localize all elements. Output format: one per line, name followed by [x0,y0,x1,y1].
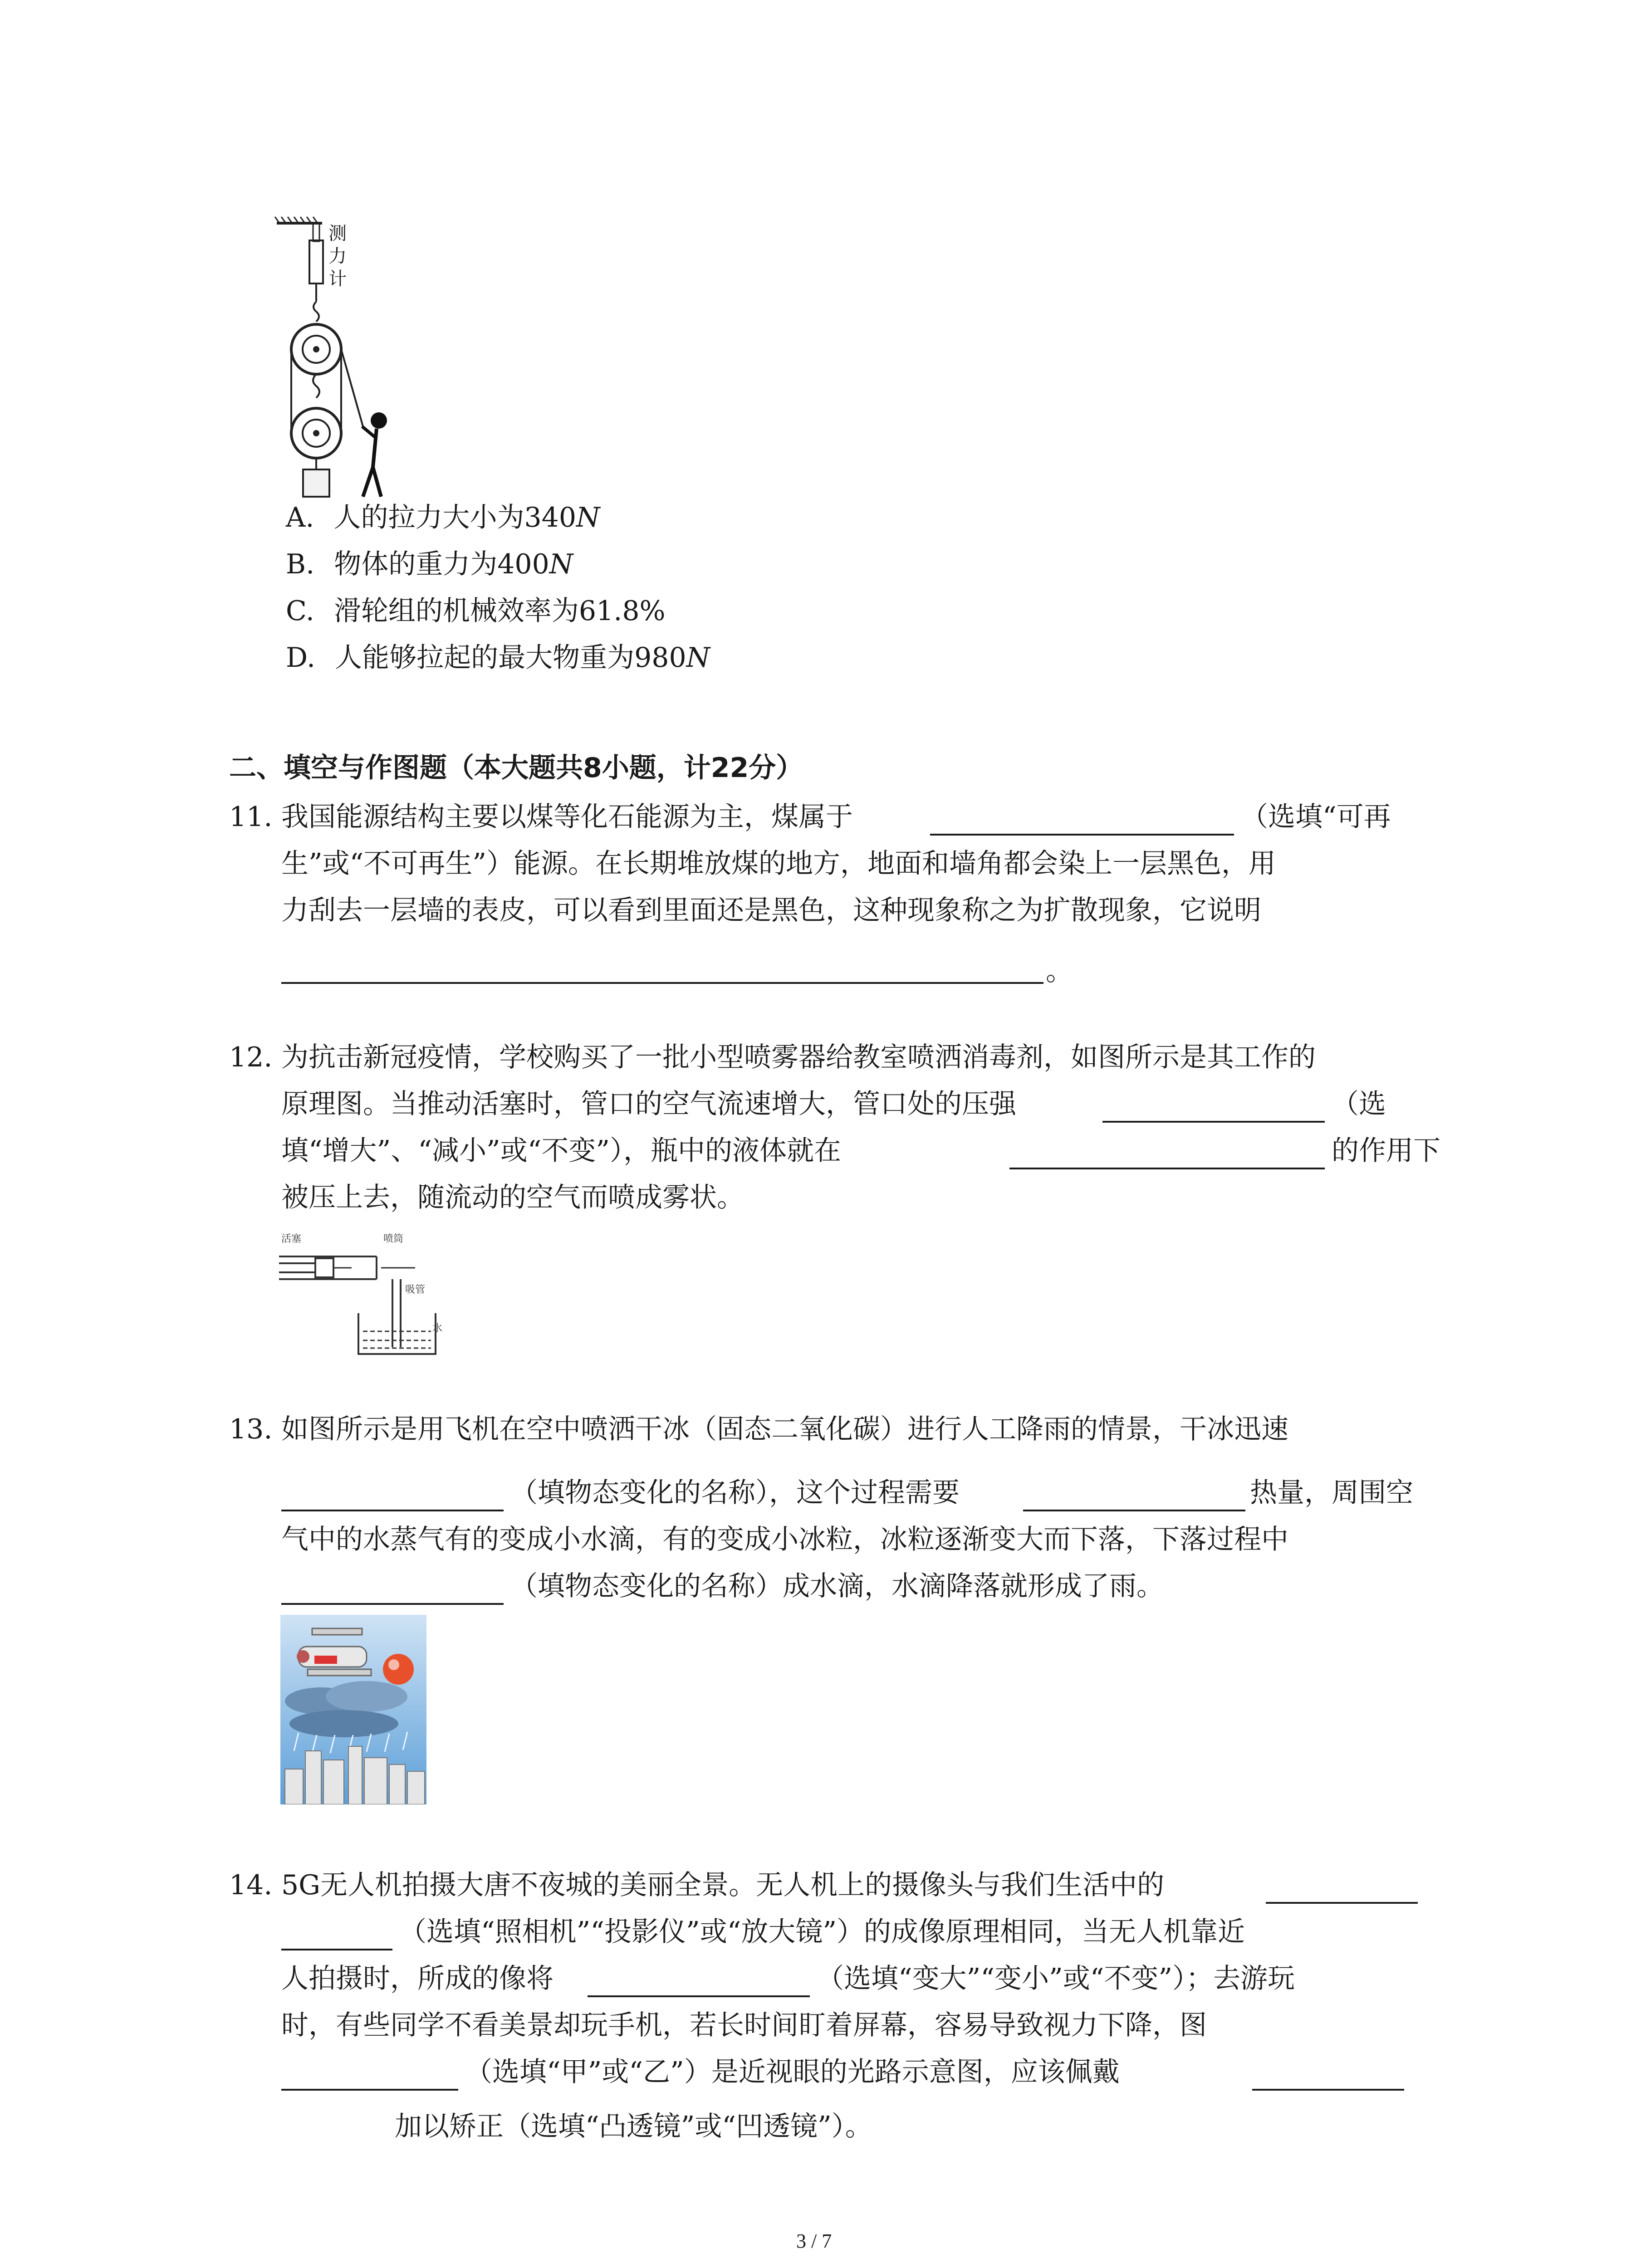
option-text: 人的拉力大小为340 [333,502,577,533]
q11-number: 11. [229,801,273,833]
q14-number: 14. [229,1869,273,1901]
unit: N [549,548,573,580]
label-spray-tube: 喷筒 [383,1233,404,1245]
option-text: 滑轮组的机械效率为61.8% [333,595,666,627]
q11-blank-2[interactable] [281,982,1043,984]
q14-line-3a: 人拍摄时，所成的像将 [281,1963,554,1994]
option-letter: B. [286,548,315,580]
label-water: 水 [432,1323,442,1334]
q12-line-4: 被压上去，随流动的空气而喷成雾状。 [281,1182,744,1213]
q13-line-4: （填物态变化的名称）成水滴，水滴降落就形成了雨。 [510,1570,1164,1602]
q12-line-2b: （选 [1332,1088,1386,1120]
option-a [286,501,600,534]
q12-blank-1[interactable] [1102,1121,1325,1123]
q14-blank-1[interactable] [1266,1902,1418,1904]
q14-line-5: （选填“甲”或“乙”）是近视眼的光路示意图，应该佩戴 [465,2056,1120,2088]
rain-illustration [280,1615,426,1804]
q14-blank-1-cont[interactable] [281,1949,392,1950]
q11-line-1b: （选填“可再 [1241,801,1391,833]
q13-line-3: 气中的水蒸气有的变成小水滴，有的变成小冰粒，冰粒逐渐变大而下落，下落过程中 [281,1524,1288,1555]
option-text: 人能够拉起的最大物重为980 [335,642,686,674]
q13-line-1: 如图所示是用飞机在空中喷洒干冰（固态二氧化碳）进行人工降雨的情景，干冰迅速 [281,1413,1288,1445]
section-heading: 二、填空与作图题（本大题共8小题，计22分） [229,752,803,784]
q14-line-6: 加以矫正（选填“凸透镜”或“凹透镜”）。 [395,2111,872,2142]
page-number: 3 / 7 [796,2230,832,2252]
q13-line-2a: （填物态变化的名称），这个过程需要 [510,1477,960,1509]
option-c [286,595,666,627]
q13-blank-3[interactable] [281,1603,504,1605]
q13-number: 13. [229,1413,273,1445]
q12-line-2a: 原理图。当推动活塞时，管口的空气流速增大，管口处的压强 [281,1088,1016,1120]
q12-blank-2[interactable] [1009,1168,1325,1169]
pulley-label: 测力计 [328,223,347,289]
option-d [286,641,710,674]
q11-line-2: 生”或“不可再生”）能源。在长期堆放煤的地方，地面和墙角都会染上一层黑色，用 [281,848,1276,880]
q12-line-1: 为抗击新冠疫情，学校购买了一批小型喷雾器给教室喷洒消毒剂，如图所示是其工作的 [281,1041,1316,1073]
q14-blank-2[interactable] [588,1995,810,1997]
q14-line-2: （选填“照相机”“投影仪”或“放大镜”）的成像原理相同，当无人机靠近 [399,1916,1245,1948]
sprayer-figure [279,1229,442,1356]
q13-line-2b: 热量，周围空 [1250,1477,1413,1509]
q12-line-3b: 的作用下 [1332,1135,1440,1167]
q12-line-3a: 填“增大”、“减小”或“不变”），瓶中的液体就在 [281,1135,842,1167]
q11-line-3: 力刮去一层墙的表皮，可以看到里面还是黑色，这种现象称之为扩散现象，它说明 [281,894,1261,926]
q14-blank-4[interactable] [1252,2089,1404,2091]
option-letter: A. [286,502,314,533]
option-letter: C. [286,595,314,627]
option-letter: D. [286,642,316,674]
q14-line-3b: （选填“变大”“变小”或“不变”）；去游玩 [817,1963,1295,1994]
q14-blank-3[interactable] [281,2089,458,2091]
q11-blank-1[interactable] [930,834,1234,836]
unit: N [686,642,710,674]
unit: N [576,502,600,533]
q13-blank-1[interactable] [281,1510,504,1511]
q11-line-4-end: 。 [1046,955,1073,987]
q14-line-1: 5G无人机拍摄大唐不夜城的美丽全景。无人机上的摄像头与我们生活中的 [281,1869,1165,1901]
label-piston: 活塞 [281,1233,302,1245]
option-b [286,548,573,581]
q11-line-1a: 我国能源结构主要以煤等化石能源为主，煤属于 [281,801,853,833]
label-suction-tube: 吸管 [405,1284,426,1295]
q13-blank-2[interactable] [1023,1510,1245,1511]
option-text: 物体的重力为400 [334,548,549,580]
q12-number: 12. [229,1041,273,1073]
q14-line-4: 时，有些同学不看美景却玩手机，若长时间盯着屏幕，容易导致视力下降，图 [281,2009,1207,2041]
